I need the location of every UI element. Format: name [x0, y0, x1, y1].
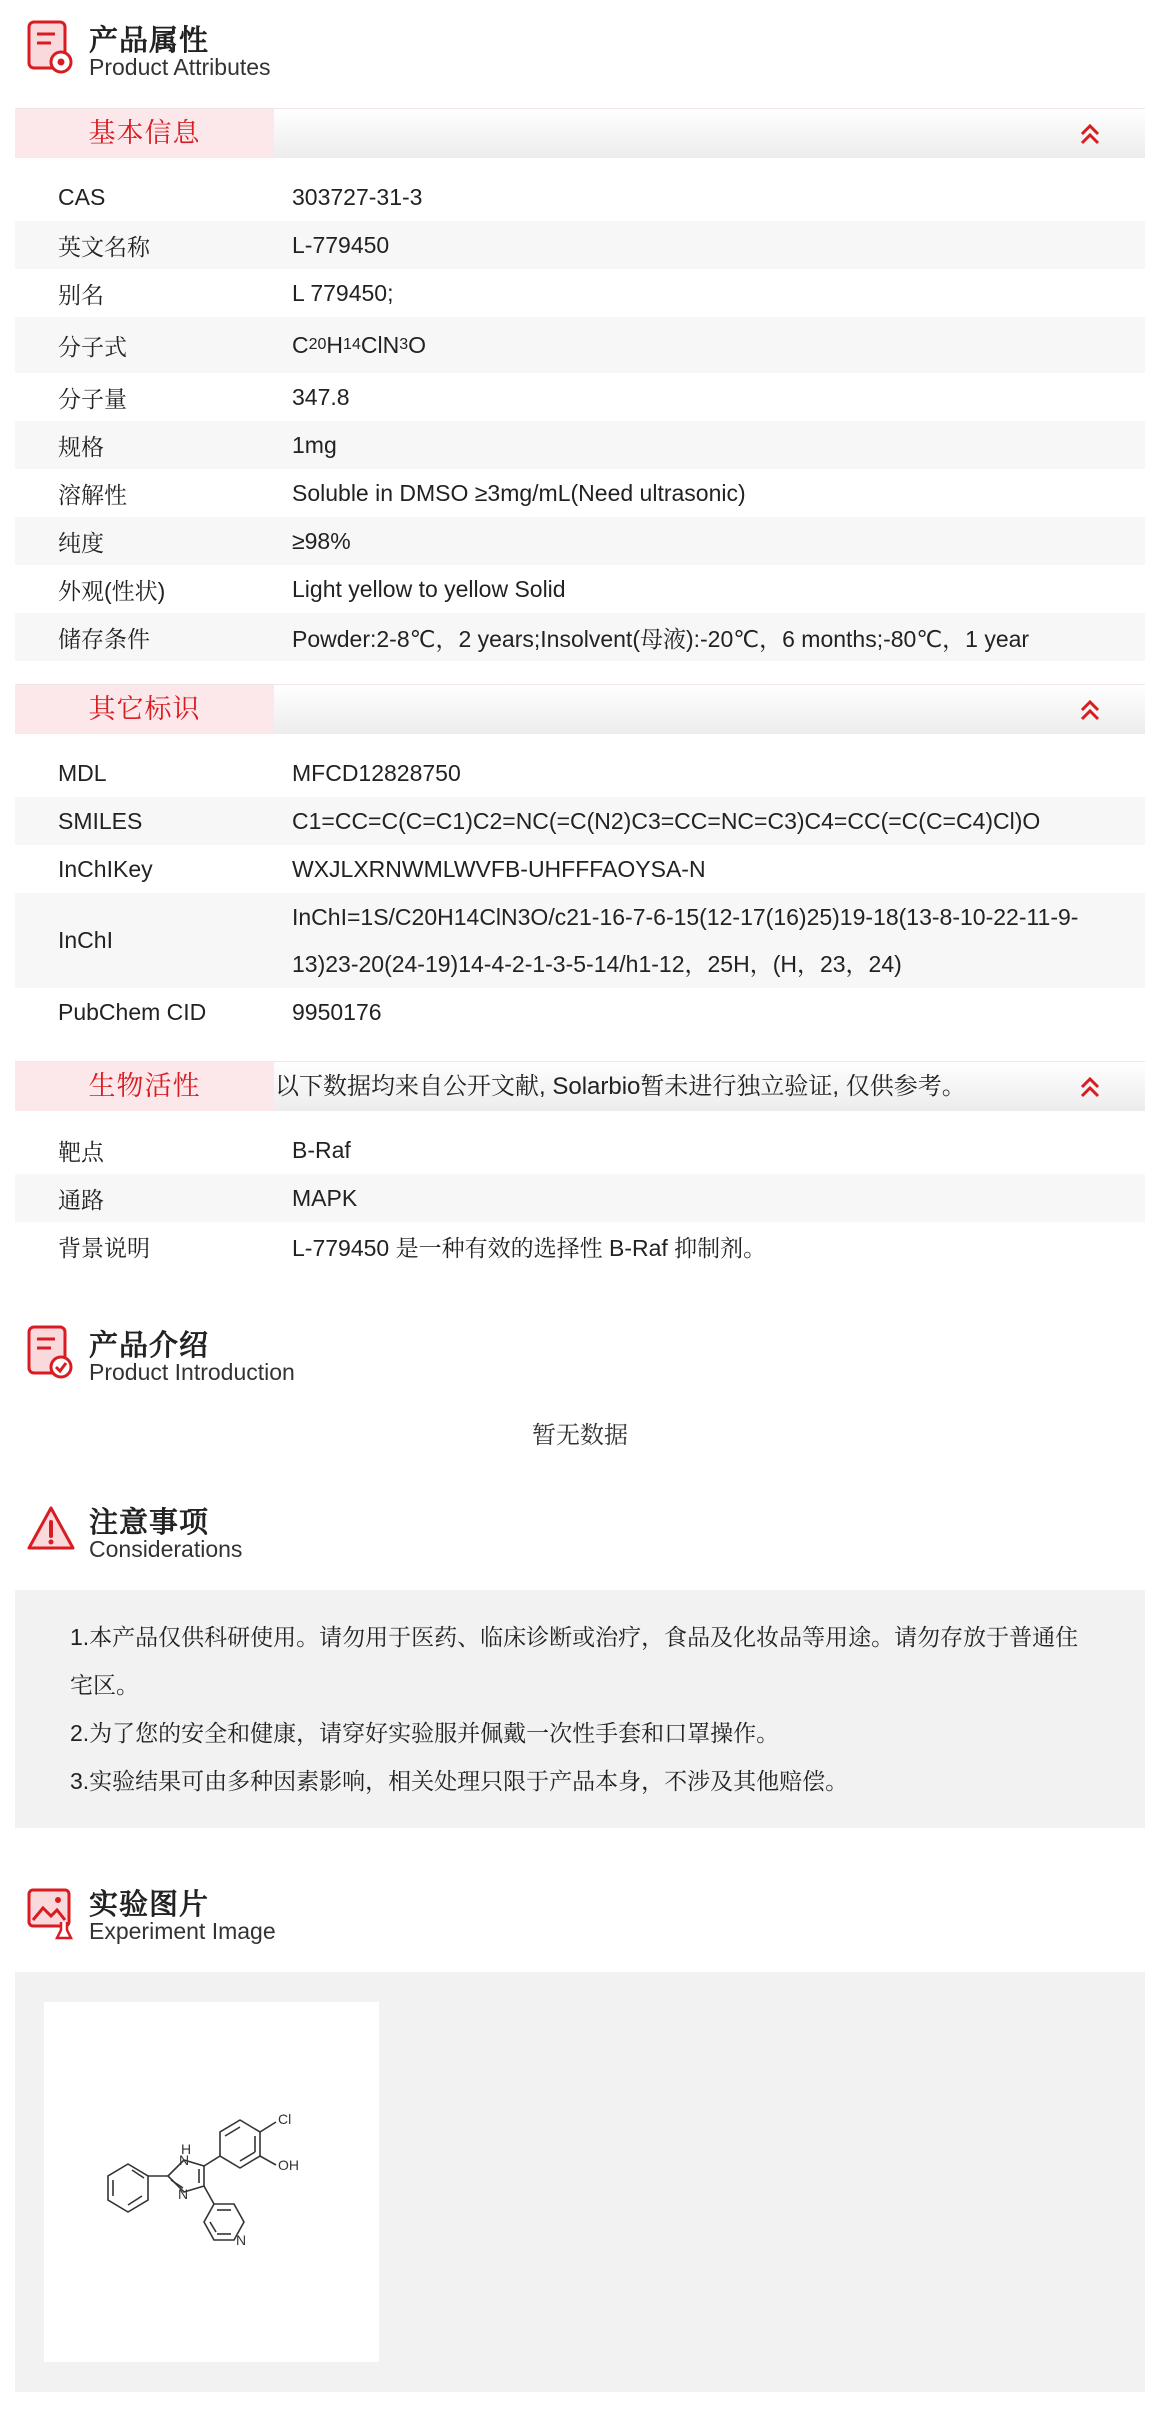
table-row [15, 269, 1145, 317]
attributes-subtitle: Product Attributes [89, 54, 271, 80]
row-value: 347.8 [292, 383, 350, 410]
row-value: ≥98% [292, 527, 351, 554]
row-value: WXJLXRNWMLWVFB-UHFFFAOYSA-N [292, 855, 706, 882]
introduction-header [15, 1305, 615, 1385]
bio-activity-note: 以下数据均来自公开文献, Solarbio暂未进行独立验证, 仅供参考。 [275, 1073, 966, 1100]
basic-info-table [15, 173, 1145, 661]
experiment-panel [15, 1972, 1145, 2392]
attributes-title: 产品属性 [89, 25, 210, 57]
oh-label: OH [278, 2157, 299, 2173]
row-key: 溶解性 [58, 481, 127, 508]
introduction-title: 产品介绍 [89, 1330, 210, 1362]
table-row [15, 893, 1145, 988]
basic-info-label: 基本信息 [15, 109, 274, 158]
row-value: InChI=1S/C20H14ClN3O/c21-16-7-6-15(12-17(16)25)19-18(13-8-10-22-11-9-13)23-20(24-19)14-4-2-1-3-5-14/h1-12，25H，(H，23，24) [292, 903, 1079, 977]
table-row [15, 845, 1145, 893]
image-flask-icon [25, 1882, 77, 1942]
molecular-formula: C 20 H 14 ClN 3 O [292, 331, 426, 358]
table-row [15, 421, 1145, 469]
table-row [15, 517, 1145, 565]
experiment-subtitle: Experiment Image [89, 1918, 276, 1944]
table-row [15, 1174, 1145, 1222]
row-key: InChI [58, 927, 113, 953]
imidazole-n-label: N [178, 2186, 189, 2202]
table-row [15, 373, 1145, 421]
document-gear-icon [25, 18, 77, 78]
consideration-item: 1.本产品仅供科研使用。请勿用于医药、临床诊断或治疗，食品及化妆品等用途。请勿存放于普通住宅区。 [70, 1624, 1079, 1698]
row-value: Powder:2-8℃，2 years;Insolvent(母液):-20℃，6 months;-80℃，1 year [292, 625, 1030, 652]
row-key: MDL [58, 759, 107, 786]
row-key: 英文名称 [58, 233, 150, 260]
row-key: 通路 [58, 1186, 104, 1213]
row-value: L-779450 [292, 231, 390, 258]
considerations-subtitle: Considerations [89, 1536, 243, 1562]
row-value: B-Raf [292, 1136, 351, 1163]
nh-label: H [181, 2141, 192, 2157]
row-key: 别名 [58, 281, 104, 308]
row-value: 9950176 [292, 998, 382, 1025]
row-key: 背景说明 [58, 1234, 150, 1261]
cl-label: Cl [278, 2111, 292, 2127]
introduction-subtitle: Product Introduction [89, 1359, 295, 1385]
row-value: L 779450; [292, 279, 394, 306]
double-chevron-up-icon[interactable] [1077, 1074, 1103, 1100]
table-row [15, 749, 1145, 797]
attributes-header [15, 0, 615, 80]
bio-activity-bar[interactable] [15, 1061, 1145, 1111]
other-identifiers-label: 其它标识 [15, 685, 274, 734]
table-row [15, 797, 1145, 845]
table-row [15, 469, 1145, 517]
row-key: 储存条件 [58, 625, 150, 652]
table-row [15, 613, 1145, 661]
row-key: CAS [58, 183, 106, 210]
imidazole-n-top-label: N [179, 2152, 190, 2168]
table-row [15, 565, 1145, 613]
row-value: L-779450 是一种有效的选择性 B-Raf 抑制剂。 [292, 1234, 767, 1261]
row-value: Light yellow to yellow Solid [292, 575, 566, 602]
chemical-structure-image [44, 2002, 379, 2362]
double-chevron-up-icon[interactable] [1077, 697, 1103, 723]
formula-part: C [292, 331, 309, 358]
row-key: 纯度 [58, 529, 104, 556]
experiment-title: 实验图片 [89, 1889, 210, 1921]
row-key: PubChem CID [58, 998, 207, 1025]
bio-activity-label: 生物活性 [15, 1062, 274, 1111]
table-row [15, 173, 1145, 221]
row-key: 靶点 [58, 1138, 104, 1165]
row-value: MAPK [292, 1184, 358, 1211]
pyridine-n-label: N [236, 2232, 247, 2248]
formula-part: O [408, 331, 426, 358]
structure-image-card [44, 2002, 379, 2362]
row-value: 303727-31-3 [292, 183, 423, 210]
row-key: 分子式 [58, 333, 127, 360]
table-row [15, 221, 1145, 269]
row-key: 规格 [58, 433, 104, 460]
considerations-header [15, 1482, 615, 1562]
row-key: SMILES [58, 807, 143, 834]
other-identifiers-table [15, 749, 1145, 1036]
consideration-item: 3.实验结果可由多种因素影响，相关处理只限于产品本身，不涉及其他赔偿。 [70, 1768, 849, 1794]
table-row [15, 1222, 1145, 1270]
row-key: 外观(性状) [58, 577, 166, 604]
formula-part: H [326, 331, 344, 358]
bio-activity-table [15, 1126, 1145, 1270]
considerations-panel [15, 1590, 1145, 1828]
table-row [15, 1126, 1145, 1174]
other-identifiers-bar[interactable] [15, 684, 1145, 734]
introduction-empty: 暂无数据 [532, 1422, 628, 1449]
table-row [15, 317, 1145, 373]
considerations-title: 注意事项 [89, 1507, 210, 1539]
row-value: MFCD12828750 [292, 759, 461, 786]
document-check-icon [25, 1323, 77, 1383]
row-key: 分子量 [58, 385, 127, 412]
table-row [15, 988, 1145, 1036]
experiment-header [15, 1864, 615, 1944]
double-chevron-up-icon[interactable] [1077, 121, 1103, 147]
row-value: 1mg [292, 431, 337, 458]
consideration-item: 2.为了您的安全和健康，请穿好实验服并佩戴一次性手套和口罩操作。 [70, 1720, 780, 1746]
row-key: InChIKey [58, 855, 153, 882]
row-value: C1=CC=C(C=C1)C2=NC(=C(N2)C3=CC=NC=C3)C4=CC(=C(C=C4)Cl)O [292, 807, 1041, 834]
warning-triangle-icon [25, 1500, 77, 1560]
row-value: Soluble in DMSO ≥3mg/mL(Need ultrasonic) [292, 479, 746, 506]
basic-info-bar[interactable] [15, 108, 1145, 158]
formula-part: ClN [360, 331, 400, 358]
